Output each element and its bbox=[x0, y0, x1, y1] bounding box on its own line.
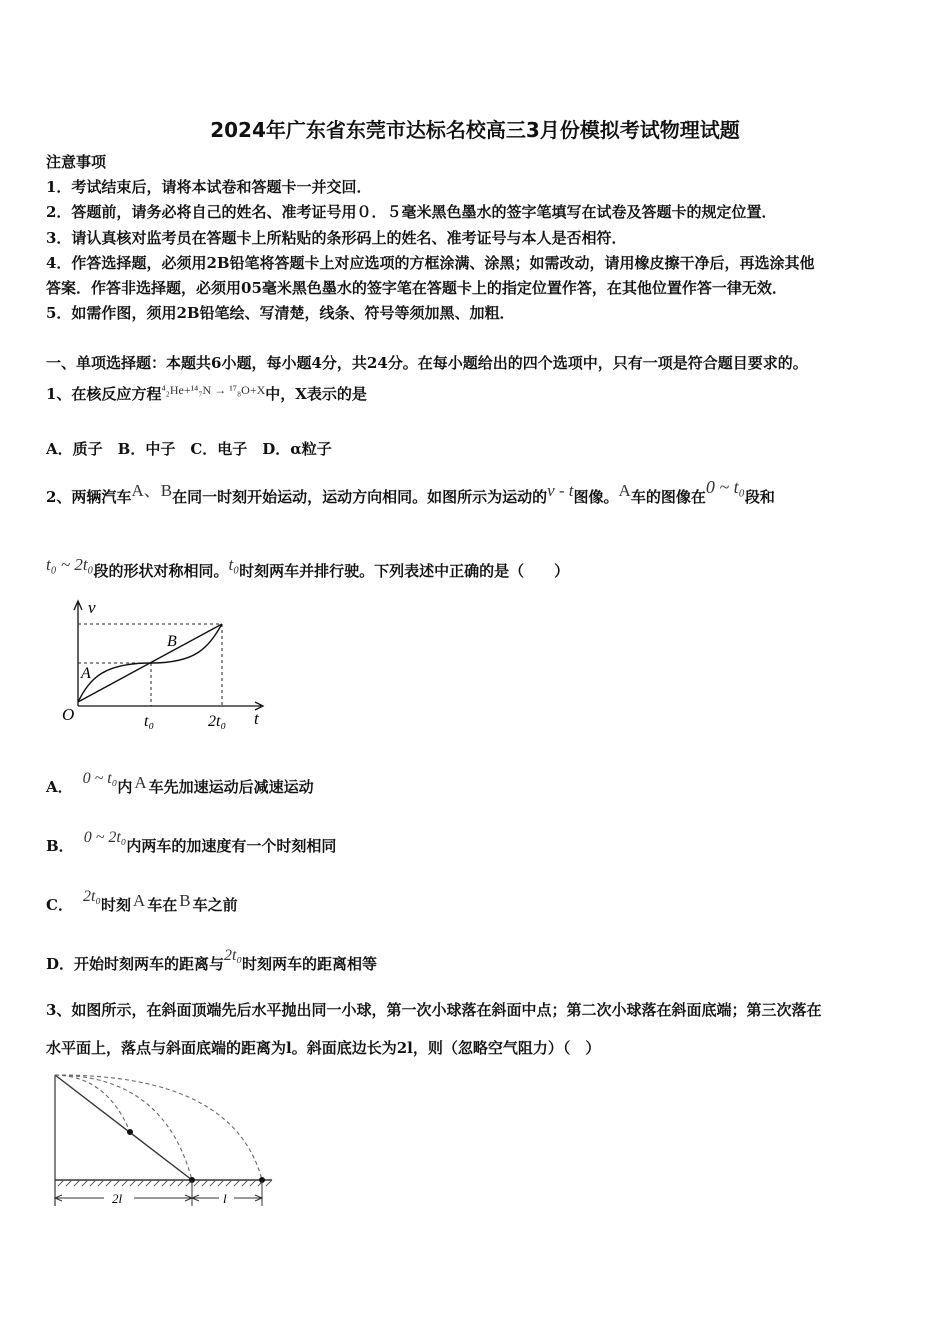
curve-a-label: A bbox=[81, 665, 91, 682]
option-math: 2t₀ bbox=[82, 888, 101, 905]
option-math: B bbox=[179, 891, 191, 910]
question-3-line1: 3、如图所示，在斜面顶端先后水平抛出同一小球，第一次小球落在斜面中点；第二次小球落在斜面底端；第三次落在 bbox=[46, 1001, 822, 1019]
v-label: v bbox=[88, 598, 96, 617]
q2-text: 车的图像在 bbox=[630, 488, 706, 506]
q2-math: A bbox=[618, 481, 631, 500]
question-2-line1 bbox=[46, 477, 775, 507]
landing-point-midpoint bbox=[127, 1129, 133, 1135]
q2-math: v - t bbox=[547, 481, 574, 500]
option-letter: D．开始时刻两车的距离与 bbox=[46, 955, 225, 973]
option-text: 时刻 bbox=[100, 896, 131, 914]
label-l: l bbox=[223, 1191, 227, 1206]
option-text: 内 bbox=[117, 778, 133, 796]
q2-text: 在同一时刻开始运动，运动方向相同。如图所示为运动的 bbox=[172, 488, 548, 506]
section-heading: 一、单项选择题：本题共6小题，每小题4分，共24分。在每小题给出的四个选项中，只有一项是符合题目要求的。 bbox=[46, 354, 808, 372]
notes-heading: 注意事项 bbox=[46, 153, 107, 171]
page-title: 2024年广东省东莞市达标名校高三3月份模拟考试物理试题 bbox=[210, 118, 740, 142]
option-math: 0 ~ 2t₀ bbox=[83, 829, 127, 846]
t0-label: t₀ bbox=[144, 713, 155, 730]
option-text: 内两车的加速度有一个时刻相同 bbox=[126, 837, 337, 855]
q2-text: 段的形状对称相同。 bbox=[93, 562, 229, 580]
option-letter: C． bbox=[46, 896, 73, 914]
incline-slope bbox=[55, 1075, 192, 1180]
option-letter: B． bbox=[46, 837, 74, 855]
q2-text: 2、两辆汽车 bbox=[46, 488, 132, 506]
notes-item: 2．答题前，请务必将自己的姓名、准考证号用０．５毫米黑色墨水的签字笔填写在试卷及答题卡的规定位置． bbox=[46, 203, 777, 221]
label-2l: 2l bbox=[112, 1191, 123, 1206]
t-label: t bbox=[254, 709, 259, 728]
notes-item: 1．考试结束后，请将本试卷和答题卡一并交回． bbox=[46, 178, 372, 196]
q2-option-c bbox=[46, 888, 238, 916]
ground-hatch bbox=[58, 1180, 272, 1186]
incline-figure bbox=[44, 1070, 280, 1218]
trajectory-3 bbox=[55, 1075, 262, 1180]
q2-text: 时刻两车并排行驶。下列表述中正确的是（ ） bbox=[239, 562, 570, 580]
notes-item: 5．如需作图，须用2B铅笔绘、写清楚，线条、符号等须加黑、加粗． bbox=[46, 304, 515, 322]
q1-suffix: 中，X表示的是 bbox=[265, 385, 367, 403]
q1-options: A．质子 B．中子 C．电子 D．α粒子 bbox=[46, 440, 332, 458]
notes-item: 答案．作答非选择题，必须用05毫米黑色墨水的签字笔在答题卡上的指定位置作答，在其他位置作答一律无效． bbox=[46, 279, 787, 297]
q2-text: 图像。 bbox=[573, 488, 619, 506]
notes-item: 4．作答选择题，必须用2B铅笔将答题卡上对应选项的方框涂满、涂黑；如需改动，请用橡皮擦干净后，再选涂其他 bbox=[46, 254, 815, 272]
q2-math: t₀ ~ 2t₀ bbox=[46, 555, 94, 574]
option-math: 0 ~ t₀ bbox=[82, 770, 118, 787]
q1-prefix: 1、在核反应方程 bbox=[46, 385, 162, 403]
option-letter: A． bbox=[46, 778, 73, 796]
option-math: A bbox=[132, 891, 146, 910]
nuclear-equation: ⁴₂He+¹⁴₇N → ¹⁷₈O+X bbox=[161, 383, 266, 397]
q2-math: t₀ bbox=[228, 555, 240, 574]
q2-math: A、B bbox=[131, 481, 173, 500]
q2-math: 0 ~ t₀ bbox=[705, 477, 745, 497]
q2-option-a bbox=[46, 770, 314, 798]
q2-option-b bbox=[46, 829, 337, 857]
curve-b-label: B bbox=[167, 633, 177, 650]
option-text: 车在 bbox=[147, 896, 178, 914]
option-text: 车之前 bbox=[192, 896, 238, 914]
option-math: 2t₀ bbox=[224, 947, 243, 964]
option-text: 时刻两车的距离相等 bbox=[242, 955, 378, 973]
q2-text: 段和 bbox=[744, 488, 775, 506]
option-math: A bbox=[134, 773, 147, 792]
dim-2l bbox=[55, 1195, 192, 1201]
question-2-line2 bbox=[46, 555, 570, 581]
origin-label: O bbox=[62, 705, 75, 724]
notes-item: 3．请认真核对监考员在答题卡上所粘贴的条形码上的姓名、准考证号与本人是否相符． bbox=[46, 229, 627, 247]
2t0-label: 2t₀ bbox=[208, 713, 227, 730]
option-text: 车先加速运动后减速运动 bbox=[148, 778, 314, 796]
question-3-line2: 水平面上，落点与斜面底端的距离为l。斜面底边长为2l，则（忽略空气阻力）（ ） bbox=[46, 1039, 601, 1057]
vt-graph bbox=[56, 598, 276, 738]
q2-option-d bbox=[46, 947, 378, 975]
question-1 bbox=[46, 384, 367, 405]
dim-l bbox=[192, 1195, 262, 1201]
